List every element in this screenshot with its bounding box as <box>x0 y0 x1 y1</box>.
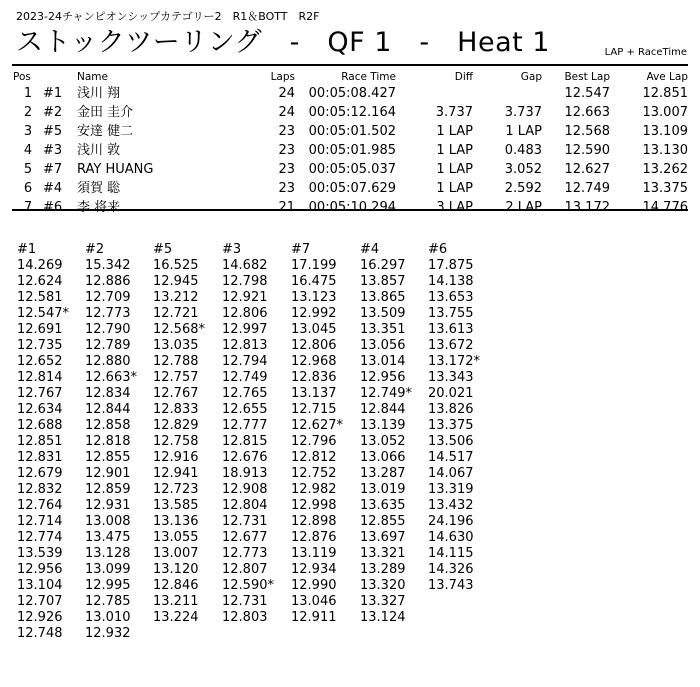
lap-time-cell: 12.982 <box>291 482 337 497</box>
lap-time-cell: 12.814 <box>17 370 63 385</box>
lap-time-cell: 12.829 <box>153 418 199 433</box>
pos-cell: 6 <box>23 181 33 196</box>
lap-time-cell: 12.956 <box>360 370 406 385</box>
race-time-cell: 00:05:08.427 <box>308 86 396 101</box>
lap-time-cell: 12.832 <box>17 482 63 497</box>
lap-time-cell: 12.934 <box>291 562 337 577</box>
lap-time-cell: 12.803 <box>222 610 268 625</box>
lap-time-cell: 12.655 <box>222 402 268 417</box>
laps-cell: 23 <box>278 143 295 158</box>
lap-column <box>291 242 363 626</box>
lap-time-cell: 13.124 <box>360 610 406 625</box>
lap-column <box>222 242 294 626</box>
gap-cell: 2 LAP <box>505 200 542 215</box>
lap-time-cell: 12.765 <box>222 386 268 401</box>
lap-time-cell: 12.749 <box>222 370 268 385</box>
ave-lap-cell: 14.776 <box>642 200 688 215</box>
best-lap-cell: 12.663 <box>564 105 610 120</box>
lap-time-cell: 13.287 <box>360 466 406 481</box>
lap-time-cell: 13.826 <box>428 402 474 417</box>
lap-time-cell: 13.475 <box>85 530 131 545</box>
lap-time-cell: 12.691 <box>17 322 63 337</box>
race-time-cell: 00:05:10.294 <box>308 200 396 215</box>
col-header-number <box>43 69 77 84</box>
driver-name-cell: 浅川 翔 <box>77 86 121 101</box>
lap-time-cell: 12.790 <box>85 322 131 337</box>
lap-time-cell: 12.995 <box>85 578 131 593</box>
best-lap-cell: 12.627 <box>564 162 610 177</box>
lap-time-cell: 12.898 <box>291 514 337 529</box>
driver-name-cell: 金田 圭介 <box>77 105 134 120</box>
gap-cell: 3.737 <box>504 105 542 120</box>
lap-time-cell: 12.804 <box>222 498 268 513</box>
lap-time-cell: 13.635 <box>360 498 406 513</box>
lap-time-cell: 12.932 <box>85 626 131 641</box>
lap-time-cell: 20.021 <box>428 386 474 401</box>
lap-time-cell: 18.913 <box>222 466 268 481</box>
table-row <box>13 179 688 198</box>
lap-time-cell: 14.115 <box>428 546 474 561</box>
lap-time-cell: 13.045 <box>291 322 337 337</box>
laps-cell: 23 <box>278 162 295 177</box>
table-row <box>13 122 688 141</box>
lap-time-cell: 13.172* <box>428 354 480 369</box>
lap-time-cell: 12.581 <box>17 290 63 305</box>
lap-time-cell: 12.676 <box>222 450 268 465</box>
lap-time-cell: 17.875 <box>428 258 474 273</box>
lap-time-cell: 13.139 <box>360 418 406 433</box>
lap-time-cell: 12.767 <box>153 386 199 401</box>
lap-time-cell: 13.052 <box>360 434 406 449</box>
race-time-cell: 00:05:07.629 <box>308 181 396 196</box>
laps-cell: 23 <box>278 181 295 196</box>
laps-cell: 23 <box>278 124 295 139</box>
lap-time-cell: 12.941 <box>153 466 199 481</box>
lap-time-cell: 12.773 <box>222 546 268 561</box>
pos-cell: 4 <box>23 143 33 158</box>
lap-time-cell: 12.677 <box>222 530 268 545</box>
col-header-name: Name <box>77 70 108 83</box>
table-row <box>13 160 688 179</box>
results-bottom-rule <box>12 209 688 211</box>
lap-time-cell: 13.212 <box>153 290 199 305</box>
ave-lap-cell: 13.007 <box>642 105 688 120</box>
diff-cell: 1 LAP <box>436 162 473 177</box>
lap-time-cell: 12.663* <box>85 370 137 385</box>
col-header-diff: Diff <box>454 70 473 83</box>
lap-time-cell: 12.652 <box>17 354 63 369</box>
diff-cell: 1 LAP <box>436 124 473 139</box>
lap-time-cell: 12.731 <box>222 514 268 529</box>
ave-lap-cell: 13.130 <box>642 143 688 158</box>
lap-time-cell: 12.757 <box>153 370 199 385</box>
col-header-ave-lap: Ave Lap <box>646 70 688 83</box>
ave-lap-cell: 12.851 <box>642 86 688 101</box>
lap-time-cell: 12.794 <box>222 354 268 369</box>
lap-time-cell: 13.128 <box>85 546 131 561</box>
lap-time-cell: 12.851 <box>17 434 63 449</box>
lap-time-cell: 12.990 <box>291 578 337 593</box>
lap-time-cell: 12.723 <box>153 482 199 497</box>
best-lap-cell: 12.590 <box>564 143 610 158</box>
lap-time-cell: 12.858 <box>85 418 131 433</box>
race-time-cell: 00:05:05.037 <box>308 162 396 177</box>
lap-time-cell: 13.123 <box>291 290 337 305</box>
lap-time-cell: 13.539 <box>17 546 63 561</box>
lap-time-cell: 12.773 <box>85 306 131 321</box>
page-title: ストックツーリング - QF 1 - Heat 1 <box>16 27 550 58</box>
lap-time-cell: 13.137 <box>291 386 337 401</box>
lap-time-cell: 13.066 <box>360 450 406 465</box>
lap-time-cell: 13.211 <box>153 594 199 609</box>
best-lap-cell: 13.172 <box>564 200 610 215</box>
car-number-cell: #2 <box>43 105 63 120</box>
lap-time-cell: 12.968 <box>291 354 337 369</box>
lap-time-cell: 12.997 <box>222 322 268 337</box>
lap-time-cell: 12.855 <box>360 514 406 529</box>
car-number-cell: #7 <box>43 162 63 177</box>
lap-time-cell: 12.731 <box>222 594 268 609</box>
lap-time-cell: 13.136 <box>153 514 199 529</box>
lap-time-cell: 13.035 <box>153 338 199 353</box>
driver-name-cell: RAY HUANG <box>77 162 154 177</box>
pos-cell: 7 <box>23 200 33 215</box>
lap-time-cell: 12.931 <box>85 498 131 513</box>
lap-column-header: #7 <box>291 242 311 257</box>
lap-time-cell: 13.743 <box>428 578 474 593</box>
lap-time-cell: 12.833 <box>153 402 199 417</box>
lap-time-cell: 12.707 <box>17 594 63 609</box>
lap-time-cell: 12.901 <box>85 466 131 481</box>
lap-time-cell: 12.831 <box>17 450 63 465</box>
lap-time-cell: 12.749* <box>360 386 412 401</box>
lap-time-cell: 13.506 <box>428 434 474 449</box>
lap-time-cell: 13.119 <box>291 546 337 561</box>
lap-time-cell: 12.880 <box>85 354 131 369</box>
driver-name-cell: 安達 健二 <box>77 124 134 139</box>
lap-time-cell: 13.224 <box>153 610 199 625</box>
lap-time-cell: 13.351 <box>360 322 406 337</box>
lap-time-cell: 12.735 <box>17 338 63 353</box>
lap-time-cell: 12.998 <box>291 498 337 513</box>
pos-cell: 3 <box>23 124 33 139</box>
lap-time-cell: 12.807 <box>222 562 268 577</box>
lap-time-cell: 12.634 <box>17 402 63 417</box>
lap-time-cell: 13.007 <box>153 546 199 561</box>
lap-time-cell: 12.818 <box>85 434 131 449</box>
lap-time-cell: 12.844 <box>360 402 406 417</box>
diff-cell: 1 LAP <box>436 143 473 158</box>
lap-time-cell: 12.806 <box>291 338 337 353</box>
lap-time-cell: 13.099 <box>85 562 131 577</box>
lap-time-cell: 24.196 <box>428 514 474 529</box>
ave-lap-cell: 13.375 <box>642 181 688 196</box>
lap-time-cell: 12.627* <box>291 418 343 433</box>
report-type-label: LAP + RaceTime <box>604 47 687 58</box>
lap-time-cell: 14.517 <box>428 450 474 465</box>
lap-time-cell: 12.767 <box>17 386 63 401</box>
lap-time-cell: 13.319 <box>428 482 474 497</box>
lap-time-cell: 12.859 <box>85 482 131 497</box>
lap-time-cell: 12.714 <box>17 514 63 529</box>
lap-time-cell: 13.432 <box>428 498 474 513</box>
best-lap-cell: 12.547 <box>564 86 610 101</box>
lap-time-cell: 13.046 <box>291 594 337 609</box>
lap-time-cell: 13.055 <box>153 530 199 545</box>
pos-cell: 1 <box>23 86 33 101</box>
results-table <box>13 69 688 217</box>
lap-column-header: #1 <box>17 242 37 257</box>
best-lap-cell: 12.749 <box>564 181 610 196</box>
laps-cell: 21 <box>278 200 295 215</box>
lap-time-cell: 12.715 <box>291 402 337 417</box>
lap-time-cell: 13.697 <box>360 530 406 545</box>
pos-cell: 2 <box>23 105 33 120</box>
lap-time-cell: 13.014 <box>360 354 406 369</box>
lap-column <box>428 242 500 594</box>
lap-time-cell: 12.945 <box>153 274 199 289</box>
lap-time-cell: 12.796 <box>291 434 337 449</box>
gap-cell: 0.483 <box>504 143 542 158</box>
lap-time-cell: 13.865 <box>360 290 406 305</box>
lap-time-cell: 12.777 <box>222 418 268 433</box>
lap-time-cell: 14.138 <box>428 274 474 289</box>
lap-time-cell: 12.764 <box>17 498 63 513</box>
car-number-cell: #6 <box>43 200 63 215</box>
diff-cell: 3 LAP <box>436 200 473 215</box>
car-number-cell: #3 <box>43 143 63 158</box>
pos-cell: 5 <box>23 162 33 177</box>
lap-time-cell: 12.679 <box>17 466 63 481</box>
diff-cell: 1 LAP <box>436 181 473 196</box>
lap-time-cell: 12.992 <box>291 306 337 321</box>
lap-time-cell: 12.590* <box>222 578 274 593</box>
lap-time-cell: 12.788 <box>153 354 199 369</box>
table-row <box>13 84 688 103</box>
lap-time-cell: 12.798 <box>222 274 268 289</box>
col-header-best-lap: Best Lap <box>564 70 610 83</box>
lap-time-cell: 12.812 <box>291 450 337 465</box>
gap-cell: 1 LAP <box>505 124 542 139</box>
lap-time-cell: 15.342 <box>85 258 131 273</box>
results-header-row <box>13 69 688 84</box>
lap-time-cell: 12.748 <box>17 626 63 641</box>
race-time-cell: 00:05:01.502 <box>308 124 396 139</box>
gap-cell <box>473 84 542 103</box>
ave-lap-cell: 13.109 <box>642 124 688 139</box>
lap-time-cell: 12.844 <box>85 402 131 417</box>
lap-time-cell: 13.104 <box>17 578 63 593</box>
driver-name-cell: 浅川 敦 <box>77 143 121 158</box>
car-number-cell: #1 <box>43 86 63 101</box>
lap-time-cell: 13.509 <box>360 306 406 321</box>
results-top-rule <box>12 64 688 66</box>
lap-time-cell: 13.019 <box>360 482 406 497</box>
lap-time-cell: 12.926 <box>17 610 63 625</box>
lap-column-header: #6 <box>428 242 448 257</box>
table-row <box>13 103 688 122</box>
lap-time-cell: 12.752 <box>291 466 337 481</box>
lap-time-cell: 16.297 <box>360 258 406 273</box>
lap-time-cell: 13.375 <box>428 418 474 433</box>
lap-time-cell: 12.806 <box>222 306 268 321</box>
driver-name-cell: 須賀 聡 <box>77 181 121 196</box>
car-number-cell: #5 <box>43 124 63 139</box>
race-time-cell: 00:05:01.985 <box>308 143 396 158</box>
lap-column <box>17 242 89 642</box>
lap-time-cell: 12.624 <box>17 274 63 289</box>
lap-time-cell: 12.789 <box>85 338 131 353</box>
col-header-gap: Gap <box>520 70 542 83</box>
lap-time-cell: 13.056 <box>360 338 406 353</box>
lap-time-cell: 13.755 <box>428 306 474 321</box>
lap-time-cell: 12.758 <box>153 434 199 449</box>
lap-time-cell: 13.010 <box>85 610 131 625</box>
lap-column <box>85 242 157 642</box>
lap-time-cell: 12.547* <box>17 306 69 321</box>
driver-name-cell: 李 将来 <box>77 200 121 215</box>
lap-time-cell: 13.289 <box>360 562 406 577</box>
lap-time-cell: 12.774 <box>17 530 63 545</box>
lap-column-header: #3 <box>222 242 242 257</box>
lap-time-cell: 12.921 <box>222 290 268 305</box>
lap-time-cell: 14.067 <box>428 466 474 481</box>
laps-cell: 24 <box>278 105 295 120</box>
lap-time-cell: 13.320 <box>360 578 406 593</box>
lap-time-cell: 12.688 <box>17 418 63 433</box>
lap-time-cell: 12.908 <box>222 482 268 497</box>
lap-time-cell: 12.836 <box>291 370 337 385</box>
lap-time-cell: 12.855 <box>85 450 131 465</box>
lap-time-cell: 12.956 <box>17 562 63 577</box>
event-subtitle: 2023-24チャンピオンシップカテゴリー2 R1＆BOTT R2F <box>16 10 320 23</box>
lap-column-header: #2 <box>85 242 105 257</box>
lap-time-cell: 12.846 <box>153 578 199 593</box>
diff-cell <box>396 84 473 103</box>
race-time-cell: 00:05:12.164 <box>308 105 396 120</box>
car-number-cell: #4 <box>43 181 63 196</box>
lap-time-cell: 13.672 <box>428 338 474 353</box>
lap-time-cell: 12.911 <box>291 610 337 625</box>
lap-column-header: #4 <box>360 242 380 257</box>
diff-cell: 3.737 <box>435 105 473 120</box>
lap-time-cell: 13.613 <box>428 322 474 337</box>
table-row <box>13 141 688 160</box>
lap-time-cell: 14.630 <box>428 530 474 545</box>
lap-time-cell: 12.785 <box>85 594 131 609</box>
lap-time-cell: 14.269 <box>17 258 63 273</box>
lap-time-cell: 12.876 <box>291 530 337 545</box>
lap-time-cell: 12.916 <box>153 450 199 465</box>
col-header-pos: Pos <box>13 70 31 83</box>
lap-time-cell: 17.199 <box>291 258 337 273</box>
laps-cell: 24 <box>278 86 295 101</box>
lap-time-cell: 13.120 <box>153 562 199 577</box>
lap-time-cell: 13.585 <box>153 498 199 513</box>
gap-cell: 3.052 <box>504 162 542 177</box>
lap-time-cell: 13.653 <box>428 290 474 305</box>
lap-time-cell: 13.327 <box>360 594 406 609</box>
lap-time-cell: 12.813 <box>222 338 268 353</box>
lap-column-header: #5 <box>153 242 173 257</box>
lap-column <box>153 242 225 626</box>
lap-time-cell: 12.568* <box>153 322 205 337</box>
lap-time-cell: 12.721 <box>153 306 199 321</box>
best-lap-cell: 12.568 <box>564 124 610 139</box>
lap-time-cell: 13.008 <box>85 514 131 529</box>
lap-time-cell: 12.815 <box>222 434 268 449</box>
lap-time-cell: 13.857 <box>360 274 406 289</box>
ave-lap-cell: 13.262 <box>642 162 688 177</box>
lap-time-cell: 16.475 <box>291 274 337 289</box>
lap-time-cell: 13.321 <box>360 546 406 561</box>
col-header-laps: Laps <box>270 70 295 83</box>
lap-time-cell: 12.834 <box>85 386 131 401</box>
lap-time-cell: 14.682 <box>222 258 268 273</box>
lap-time-cell: 12.886 <box>85 274 131 289</box>
lap-time-cell: 16.525 <box>153 258 199 273</box>
lap-time-cell: 14.326 <box>428 562 474 577</box>
col-header-race-time: Race Time <box>341 70 396 83</box>
lap-column <box>360 242 432 626</box>
gap-cell: 2.592 <box>504 181 542 196</box>
lap-time-cell: 13.343 <box>428 370 474 385</box>
lap-time-cell: 12.709 <box>85 290 131 305</box>
table-row <box>13 198 688 217</box>
